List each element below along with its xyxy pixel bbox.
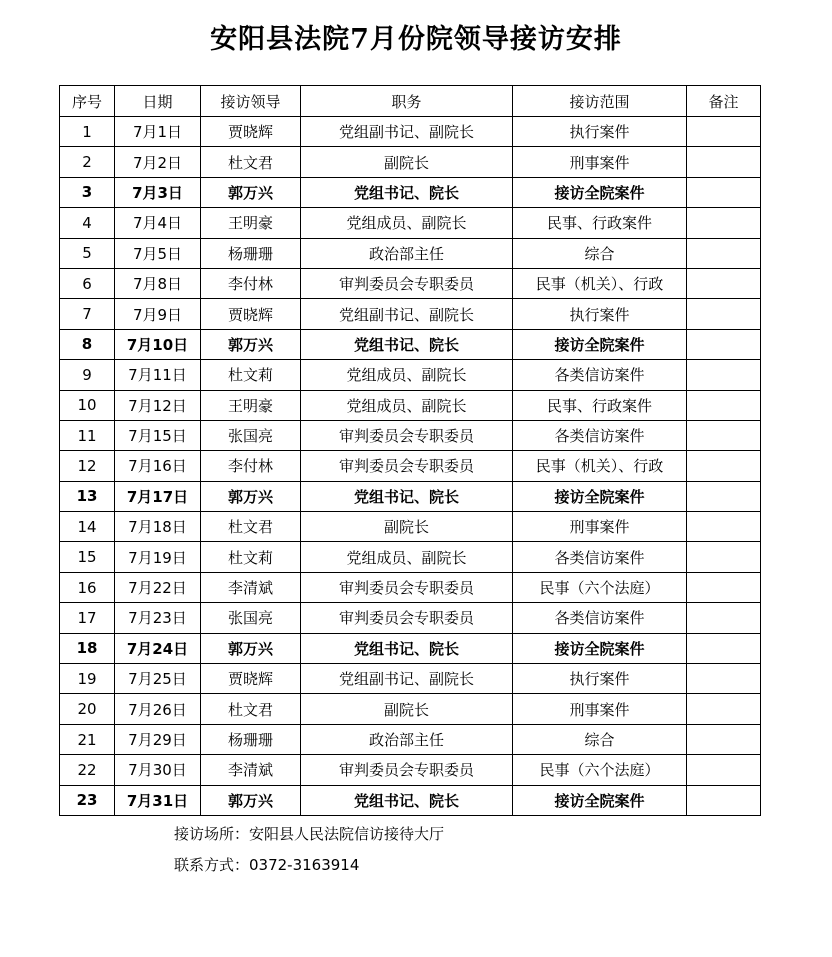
cell-position: 党组书记、院长 <box>301 785 513 815</box>
cell-leader: 李清斌 <box>201 572 301 602</box>
schedule-table <box>59 85 761 816</box>
table-body <box>60 117 761 816</box>
cell-note <box>687 694 761 724</box>
cell-scope: 接访全院案件 <box>513 633 687 663</box>
cell-leader: 郭万兴 <box>201 177 301 207</box>
cell-leader: 杜文君 <box>201 512 301 542</box>
cell-position: 党组书记、院长 <box>301 481 513 511</box>
cell-position: 党组成员、副院长 <box>301 208 513 238</box>
cell-note <box>687 633 761 663</box>
table-row <box>60 481 761 511</box>
cell-position: 审判委员会专职委员 <box>301 451 513 481</box>
cell-position: 审判委员会专职委员 <box>301 420 513 450</box>
header-date: 日期 <box>115 86 201 117</box>
table-row <box>60 755 761 785</box>
cell-position: 党组成员、副院长 <box>301 390 513 420</box>
cell-scope: 执行案件 <box>513 664 687 694</box>
cell-number: 23 <box>60 785 115 815</box>
cell-note <box>687 390 761 420</box>
cell-note <box>687 451 761 481</box>
page-title: 安阳县法院7月份院领导接访安排 <box>210 24 622 55</box>
cell-note <box>687 117 761 147</box>
cell-date: 7月31日 <box>115 785 201 815</box>
cell-number: 7 <box>60 299 115 329</box>
table-row <box>60 451 761 481</box>
cell-note <box>687 177 761 207</box>
cell-leader: 王明豪 <box>201 208 301 238</box>
cell-note <box>687 481 761 511</box>
cell-scope: 综合 <box>513 238 687 268</box>
cell-date: 7月8日 <box>115 268 201 298</box>
cell-note <box>687 147 761 177</box>
cell-number: 5 <box>60 238 115 268</box>
cell-scope: 综合 <box>513 724 687 754</box>
table-row <box>60 512 761 542</box>
table-row <box>60 177 761 207</box>
cell-date: 7月12日 <box>115 390 201 420</box>
cell-position: 党组书记、院长 <box>301 177 513 207</box>
cell-leader: 李清斌 <box>201 755 301 785</box>
cell-position: 党组副书记、副院长 <box>301 664 513 694</box>
cell-scope: 执行案件 <box>513 117 687 147</box>
cell-leader: 李付林 <box>201 268 301 298</box>
cell-date: 7月15日 <box>115 420 201 450</box>
cell-position: 审判委员会专职委员 <box>301 572 513 602</box>
cell-date: 7月24日 <box>115 633 201 663</box>
cell-note <box>687 542 761 572</box>
table-row <box>60 299 761 329</box>
cell-date: 7月4日 <box>115 208 201 238</box>
cell-note <box>687 299 761 329</box>
cell-scope: 执行案件 <box>513 299 687 329</box>
cell-position: 党组成员、副院长 <box>301 360 513 390</box>
cell-number: 14 <box>60 512 115 542</box>
cell-number: 12 <box>60 451 115 481</box>
table-row <box>60 208 761 238</box>
header-position: 职务 <box>301 86 513 117</box>
cell-position: 副院长 <box>301 512 513 542</box>
cell-leader: 王明豪 <box>201 390 301 420</box>
cell-number: 1 <box>60 117 115 147</box>
cell-note <box>687 785 761 815</box>
cell-date: 7月17日 <box>115 481 201 511</box>
cell-date: 7月23日 <box>115 603 201 633</box>
cell-leader: 李付林 <box>201 451 301 481</box>
cell-date: 7月16日 <box>115 451 201 481</box>
cell-scope: 接访全院案件 <box>513 785 687 815</box>
cell-date: 7月11日 <box>115 360 201 390</box>
header-note: 备注 <box>687 86 761 117</box>
table-row <box>60 147 761 177</box>
cell-date: 7月30日 <box>115 755 201 785</box>
cell-number: 4 <box>60 208 115 238</box>
cell-leader: 贾晓辉 <box>201 664 301 694</box>
cell-number: 13 <box>60 481 115 511</box>
cell-position: 审判委员会专职委员 <box>301 603 513 633</box>
cell-date: 7月29日 <box>115 724 201 754</box>
cell-position: 副院长 <box>301 694 513 724</box>
table-row <box>60 420 761 450</box>
cell-position: 党组副书记、副院长 <box>301 299 513 329</box>
cell-date: 7月26日 <box>115 694 201 724</box>
cell-number: 22 <box>60 755 115 785</box>
cell-number: 3 <box>60 177 115 207</box>
cell-scope: 民事（机关）、行政 <box>513 451 687 481</box>
header-scope: 接访范围 <box>513 86 687 117</box>
table-row <box>60 633 761 663</box>
cell-position: 政治部主任 <box>301 238 513 268</box>
table-row <box>60 724 761 754</box>
table-header-row <box>60 86 761 117</box>
header-leader: 接访领导 <box>201 86 301 117</box>
cell-note <box>687 664 761 694</box>
cell-number: 18 <box>60 633 115 663</box>
cell-note <box>687 724 761 754</box>
table-row <box>60 329 761 359</box>
cell-position: 审判委员会专职委员 <box>301 755 513 785</box>
cell-position: 审判委员会专职委员 <box>301 268 513 298</box>
cell-number: 16 <box>60 572 115 602</box>
cell-scope: 接访全院案件 <box>513 177 687 207</box>
cell-number: 2 <box>60 147 115 177</box>
table-row <box>60 664 761 694</box>
cell-leader: 杜文莉 <box>201 542 301 572</box>
cell-leader: 郭万兴 <box>201 481 301 511</box>
cell-scope: 接访全院案件 <box>513 481 687 511</box>
cell-date: 7月18日 <box>115 512 201 542</box>
cell-scope: 民事、行政案件 <box>513 208 687 238</box>
cell-note <box>687 329 761 359</box>
table-row <box>60 572 761 602</box>
cell-number: 15 <box>60 542 115 572</box>
cell-leader: 郭万兴 <box>201 329 301 359</box>
cell-position: 党组书记、院长 <box>301 633 513 663</box>
cell-leader: 张国亮 <box>201 603 301 633</box>
cell-date: 7月1日 <box>115 117 201 147</box>
header-number: 序号 <box>60 86 115 117</box>
cell-scope: 民事（六个法庭） <box>513 572 687 602</box>
cell-date: 7月10日 <box>115 329 201 359</box>
table-row <box>60 238 761 268</box>
cell-number: 19 <box>60 664 115 694</box>
cell-leader: 郭万兴 <box>201 633 301 663</box>
cell-scope: 刑事案件 <box>513 694 687 724</box>
cell-position: 党组书记、院长 <box>301 329 513 359</box>
cell-leader: 贾晓辉 <box>201 299 301 329</box>
cell-date: 7月22日 <box>115 572 201 602</box>
cell-date: 7月19日 <box>115 542 201 572</box>
cell-number: 9 <box>60 360 115 390</box>
cell-scope: 各类信访案件 <box>513 420 687 450</box>
cell-position: 副院长 <box>301 147 513 177</box>
cell-note <box>687 755 761 785</box>
cell-date: 7月25日 <box>115 664 201 694</box>
cell-note <box>687 208 761 238</box>
cell-note <box>687 512 761 542</box>
cell-note <box>687 420 761 450</box>
table-row <box>60 390 761 420</box>
cell-position: 党组副书记、副院长 <box>301 117 513 147</box>
cell-position: 政治部主任 <box>301 724 513 754</box>
cell-leader: 杜文君 <box>201 694 301 724</box>
table-row <box>60 603 761 633</box>
cell-number: 20 <box>60 694 115 724</box>
table-row <box>60 785 761 815</box>
cell-note <box>687 238 761 268</box>
cell-scope: 各类信访案件 <box>513 542 687 572</box>
cell-number: 21 <box>60 724 115 754</box>
cell-leader: 杜文莉 <box>201 360 301 390</box>
cell-scope: 刑事案件 <box>513 147 687 177</box>
cell-scope: 民事（机关）、行政 <box>513 268 687 298</box>
cell-leader: 杜文君 <box>201 147 301 177</box>
cell-date: 7月3日 <box>115 177 201 207</box>
cell-leader: 杨珊珊 <box>201 238 301 268</box>
table-row <box>60 542 761 572</box>
cell-leader: 杨珊珊 <box>201 724 301 754</box>
table-row <box>60 268 761 298</box>
cell-leader: 张国亮 <box>201 420 301 450</box>
cell-number: 11 <box>60 420 115 450</box>
cell-scope: 各类信访案件 <box>513 603 687 633</box>
cell-date: 7月2日 <box>115 147 201 177</box>
cell-leader: 贾晓辉 <box>201 117 301 147</box>
cell-number: 10 <box>60 390 115 420</box>
cell-scope: 各类信访案件 <box>513 360 687 390</box>
table-row <box>60 360 761 390</box>
table-row <box>60 117 761 147</box>
cell-note <box>687 268 761 298</box>
cell-note <box>687 603 761 633</box>
reception-place: 接访场所：安阳县人民法院信访接待大厅 <box>174 825 445 843</box>
cell-date: 7月9日 <box>115 299 201 329</box>
cell-leader: 郭万兴 <box>201 785 301 815</box>
cell-scope: 刑事案件 <box>513 512 687 542</box>
cell-scope: 民事（六个法庭） <box>513 755 687 785</box>
cell-position: 党组成员、副院长 <box>301 542 513 572</box>
cell-scope: 民事、行政案件 <box>513 390 687 420</box>
table-row <box>60 694 761 724</box>
cell-note <box>687 360 761 390</box>
contact-info: 联系方式：0372-3163914 <box>174 856 360 874</box>
cell-note <box>687 572 761 602</box>
cell-number: 6 <box>60 268 115 298</box>
cell-number: 8 <box>60 329 115 359</box>
cell-date: 7月5日 <box>115 238 201 268</box>
cell-scope: 接访全院案件 <box>513 329 687 359</box>
cell-number: 17 <box>60 603 115 633</box>
